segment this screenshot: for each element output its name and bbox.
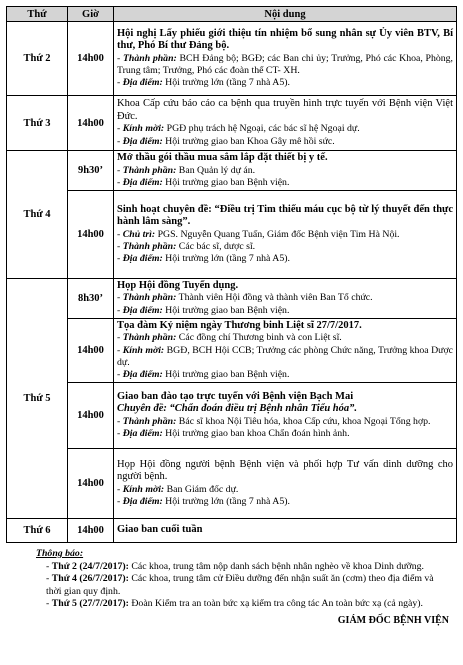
field-value: Bác sĩ khoa Nội Tiêu hóa, khoa Cấp cứu, khoa Ngoại Tổng hợp. [176, 415, 431, 427]
event-title: Hội nghị Lấy phiếu giới thiệu tín nhiệm bổ sung nhân sự Ủy viên BTV, Bí thư, Phó Bí thư Đảng bộ. [117, 27, 453, 52]
event-title: Sinh hoạt chuyên đề: “Điều trị Tim thiếu máu cục bộ từ lý thuyết đến thực hành lâm sàng”. [117, 203, 453, 228]
header-day: Thứ [7, 7, 68, 22]
event-title: Họp Hội đồng người bệnh Bệnh viện và phối hợp Tư vấn dinh dưỡng cho người bệnh. [117, 458, 453, 483]
header-time: Giờ [68, 7, 114, 22]
field-label: Kính mời: [122, 483, 165, 495]
field-label: Thành phần: [122, 292, 177, 304]
field-value: Hội trường lớn (tầng 7 nhà A5). [162, 253, 290, 264]
content-cell: Khoa Cấp cứu báo cáo ca bệnh qua truyền hình trực tuyến với Bệnh viện Việt Đức. - Kính mời: PGĐ phụ trách hệ Ngoại, các bác sĩ hệ Ngoại dự. - Địa điểm: Hội trường giao ban Khoa Gây mê hồi sức. [114, 96, 457, 151]
field-value: BCH Đảng bộ; BGĐ; các Ban chi ủy; Trưởng, Phó các Khoa, Phòng, Trung tâm; Trưởng, Phó các đoàn thể CT- XH. [117, 52, 453, 76]
table-row [7, 96, 457, 151]
field-value: Các bác sĩ, dược sĩ. [176, 240, 256, 252]
notice-date: Thứ 2 (24/7/2017): [51, 560, 129, 572]
content-cell: Hội nghị Lấy phiếu giới thiệu tín nhiệm bổ sung nhân sự Ủy viên BTV, Bí thư, Phó Bí thư Đảng bộ. - Thành phần: BCH Đảng bộ; BGĐ; các Ban chi ủy; Trưởng, Phó các Khoa, Phòng, Trung tâm; Trưởng, Phó các đoàn thể CT- XH. - Địa điểm: Hội trường lớn (tầng 7 nhà A5). [114, 22, 457, 96]
table-row [7, 519, 457, 543]
day-cell: Thứ 3 [7, 96, 68, 151]
field-label: Địa điểm: [122, 428, 163, 440]
table-row [7, 318, 457, 382]
field-label: Địa điểm: [122, 253, 163, 264]
field-value: Hội trường lớn (tầng 7 nhà A5). [162, 77, 290, 89]
notice-text: Đoàn Kiểm tra an toàn bức xạ kiểm tra công tác An toàn bức xạ (cả ngày). [128, 598, 423, 610]
time-cell: 14h00 [68, 519, 114, 543]
field-value: PGS. Nguyễn Quang Tuấn, Giám đốc Bệnh viện Tim Hà Nội. [155, 228, 400, 240]
notice-item: - Thứ 4 (26/7/2017): Các khoa, trung tâm cử Điều dưỡng đến nhận suất ăn (cơm) theo địa điểm và thời gian quy định. [46, 573, 434, 597]
field-value: Hội trường giao ban Bệnh viện. [162, 368, 290, 380]
notice-text: Các khoa, trung tâm nộp danh sách bệnh nhân nghèo về khoa Dinh dưỡng. [128, 560, 424, 572]
field-label: Địa điểm: [122, 77, 163, 89]
content-cell: Sinh hoạt chuyên đề: “Điều trị Tim thiếu máu cục bộ từ lý thuyết đến thực hành lâm sàng”. - Chủ trì: PGS. Nguyễn Quang Tuấn, Giám đốc Bệnh viện Tim Hà Nội. - Thành phần: Các bác sĩ, dược sĩ. - Địa điểm: Hội trường lớn (tầng 7 nhà A5). [114, 190, 457, 278]
day-cell: Thứ 5 [7, 278, 68, 518]
table-row [7, 22, 457, 96]
notice-date: Thứ 5 (27/7/2017): [51, 598, 129, 610]
table-row [7, 383, 457, 449]
notice-heading: Thông báo: [36, 548, 84, 560]
table-row [7, 151, 457, 191]
field-label: Thành phần: [122, 164, 177, 176]
field-label: Địa điểm: [122, 496, 163, 508]
field-label: Thành phần: [122, 240, 177, 252]
time-cell: 14h00 [68, 22, 114, 96]
time-cell: 8h30’ [68, 278, 114, 318]
table-header-row [7, 7, 457, 22]
notice-text: Các khoa, trung tâm cử Điều dưỡng đến nhận suất ăn (cơm) theo địa điểm và thời gian quy định. [46, 573, 434, 597]
signature: GIÁM ĐỐC BỆNH VIỆN [337, 614, 449, 626]
header-content: Nội dung [114, 7, 457, 22]
event-title: Tọa đàm Kỷ niệm ngày Thương binh Liệt sĩ 27/7/2017. [117, 319, 362, 331]
field-label: Chủ trì: [122, 228, 156, 240]
event-title: Mở thầu gói thầu mua sắm lắp đặt thiết bị y tế. [117, 152, 328, 163]
field-label: Kính mời: [122, 344, 165, 356]
field-value: Hội trường giao ban Bệnh viện. [162, 176, 290, 188]
event-title: Giao ban cuối tuần [117, 524, 203, 536]
time-cell: 9h30’ [68, 151, 114, 191]
content-cell [114, 519, 457, 543]
time-cell: 14h00 [68, 318, 114, 382]
field-value: Hội trường giao ban khoa Chẩn đoán hình ảnh. [162, 428, 350, 440]
field-value: Hội trường lớn (tầng 7 nhà A5). [162, 496, 290, 508]
field-label: Thành phần: [122, 52, 177, 64]
time-cell: 14h00 [68, 96, 114, 151]
content-cell: Giao ban đào tạo trực tuyến với Bệnh viện Bạch Mai Chuyên đề: “Chẩn đoán điều trị Bệnh nhân Tiểu hóa”. - Thành phần: Bác sĩ khoa Nội Tiêu hóa, khoa Cấp cứu, khoa Ngoại Tổng hợp. - Địa điểm: Hội trường giao ban khoa Chẩn đoán hình ảnh. [114, 383, 457, 449]
field-value: Ban Quản lý dự án. [176, 164, 256, 176]
field-value: Hội trường giao ban Khoa Gây mê hồi sức. [162, 135, 335, 147]
time-cell: 14h00 [68, 449, 114, 519]
field-value: Hội trường giao ban Bệnh viện. [162, 304, 290, 316]
field-label: Thành phần: [122, 415, 177, 427]
schedule-table [6, 6, 457, 543]
time-cell: 14h00 [68, 383, 114, 449]
notice-date: Thứ 4 (26/7/2017): [51, 573, 129, 585]
day-cell: Thứ 4 [7, 151, 68, 279]
field-label: Địa điểm: [122, 304, 163, 316]
field-value: Thành viên Hội đồng và thành viên Ban Tổ chức. [176, 292, 373, 304]
field-label: Địa điểm: [122, 176, 163, 188]
notice-item: - Thứ 5 (27/7/2017): Đoàn Kiểm tra an toàn bức xạ kiểm tra công tác An toàn bức xạ (cả ngày). [46, 598, 423, 610]
table-row [7, 278, 457, 318]
field-value: PGĐ phụ trách hệ Ngoại, các bác sĩ hệ Ngoại dự. [164, 123, 360, 135]
notice-item: - Thứ 2 (24/7/2017): Các khoa, trung tâm nộp danh sách bệnh nhân nghèo về khoa Dinh dưỡng. [46, 560, 424, 572]
event-title: Khoa Cấp cứu báo cáo ca bệnh qua truyền hình trực tuyến với Bệnh viện Việt Đức. [117, 98, 453, 122]
content-cell: Họp Hội đồng người bệnh Bệnh viện và phối hợp Tư vấn dinh dưỡng cho người bệnh. - Kính mời: Ban Giám đốc dự. - Địa điểm: Hội trường lớn (tầng 7 nhà A5). [114, 449, 457, 519]
field-label: Địa điểm: [122, 368, 163, 380]
content-cell: Họp Hội đồng Tuyển dụng. - Thành phần: Thành viên Hội đồng và thành viên Ban Tổ chức. - Địa điểm: Hội trường giao ban Bệnh viện. [114, 278, 457, 318]
notice-section [36, 548, 446, 611]
field-value: BGĐ, BCH Hội CCB; Trưởng các phòng Chức năng, Trưởng khoa Dược dự. [117, 344, 453, 368]
time-cell: 14h00 [68, 190, 114, 278]
event-title: Giao ban đào tạo trực tuyến với Bệnh viện Bạch Mai [117, 390, 354, 402]
table-row [7, 449, 457, 519]
field-label: Thành phần: [122, 332, 177, 344]
field-label: Kính mời: [122, 123, 165, 135]
field-value: Các đồng chí Thương binh và con Liệt sĩ. [176, 332, 342, 344]
table-row [7, 190, 457, 278]
day-cell: Thứ 2 [7, 22, 68, 96]
day-cell: Thứ 6 [7, 519, 68, 543]
content-cell: Mở thầu gói thầu mua sắm lắp đặt thiết bị y tế. - Thành phần: Ban Quản lý dự án. - Địa điểm: Hội trường giao ban Bệnh viện. [114, 151, 457, 191]
field-value: Ban Giám đốc dự. [164, 483, 239, 495]
content-cell: Tọa đàm Kỷ niệm ngày Thương binh Liệt sĩ 27/7/2017. - Thành phần: Các đồng chí Thương binh và con Liệt sĩ. - Kính mời: BGĐ, BCH Hội CCB; Trưởng các phòng Chức năng, Trưởng khoa Dược dự. - Địa điểm: Hội trường giao ban Bệnh viện. [114, 318, 457, 382]
event-subtitle: Chuyên đề: “Chẩn đoán điều trị Bệnh nhân Tiểu hóa”. [117, 403, 358, 415]
event-title: Họp Hội đồng Tuyển dụng. [117, 279, 239, 291]
field-label: Địa điểm: [122, 135, 163, 147]
